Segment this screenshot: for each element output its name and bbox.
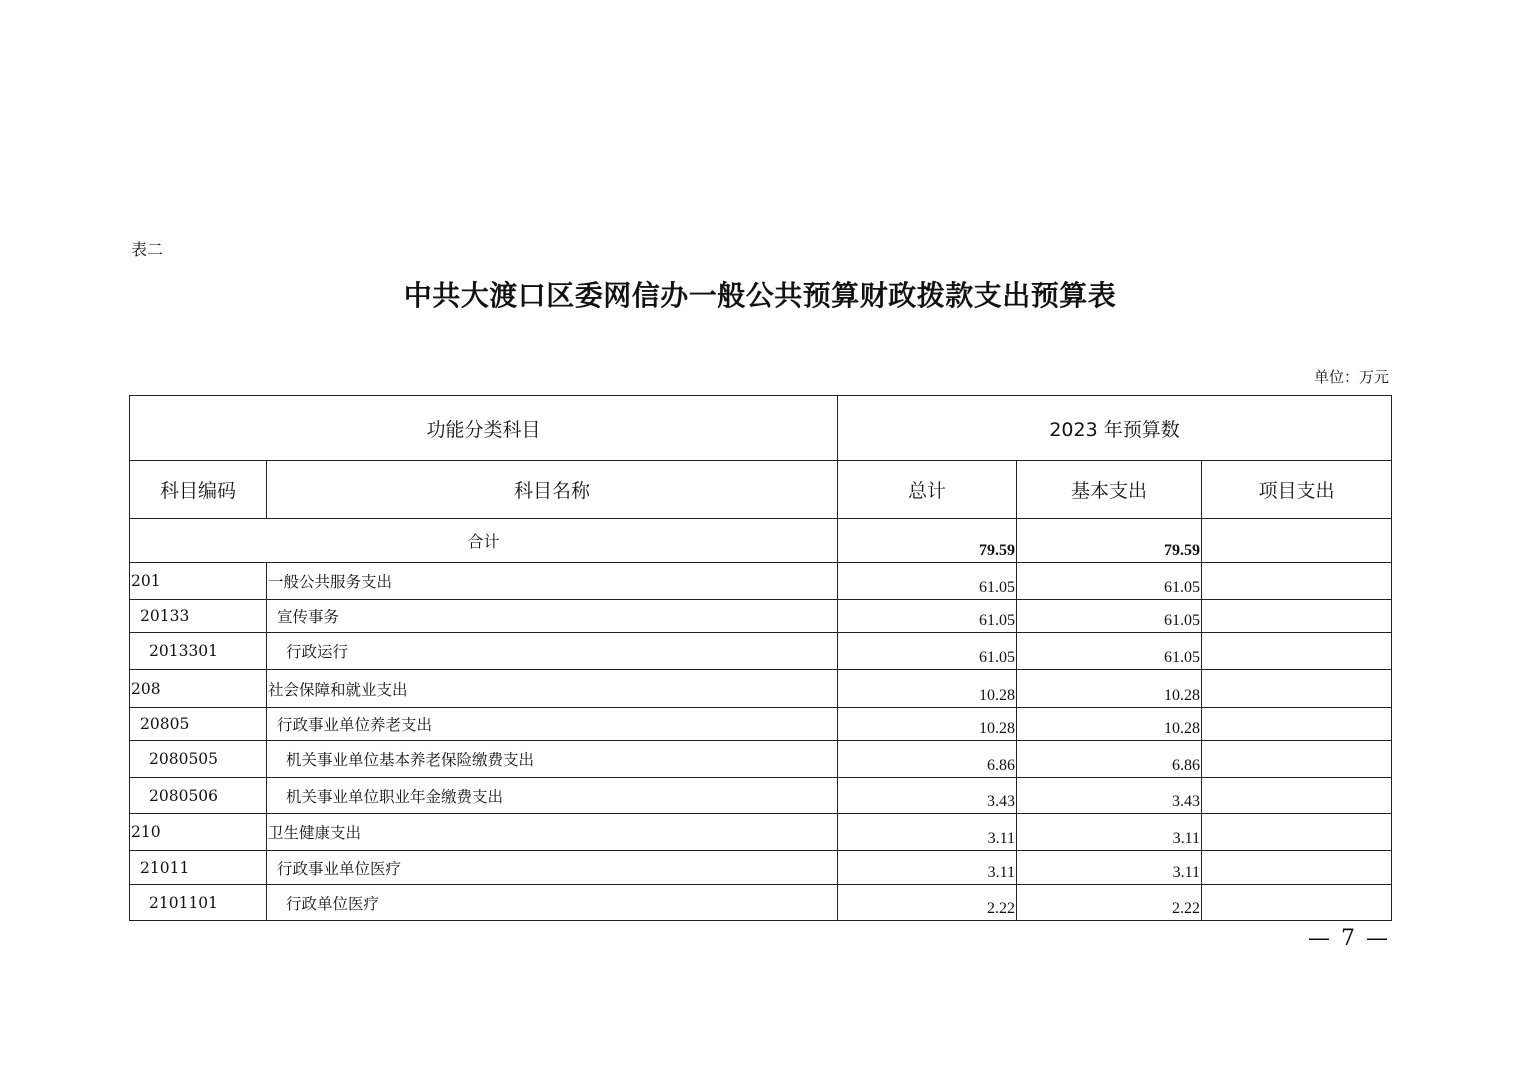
row-project (1202, 778, 1392, 814)
row-total: 61.05 (838, 633, 1017, 670)
row-basic: 61.05 (1017, 600, 1202, 633)
header-name: 科目名称 (267, 461, 838, 519)
page-title: 中共大渡口区委网信办一般公共预算财政拨款支出预算表 (403, 279, 1117, 312)
table-row (130, 708, 1392, 741)
budget-table (129, 395, 1392, 921)
table-row (130, 600, 1392, 633)
header-project: 项目支出 (1202, 461, 1392, 519)
row-total: 3.11 (838, 814, 1017, 851)
row-project (1202, 633, 1392, 670)
row-code: 20805 (130, 708, 267, 741)
unit-label: 单位：万元 (1313, 368, 1389, 386)
row-code: 20133 (130, 600, 267, 633)
header-code: 科目编码 (130, 461, 267, 519)
row-name: 行政事业单位医疗 (267, 851, 838, 885)
row-project (1202, 885, 1392, 921)
row-code: 210 (130, 814, 267, 851)
total-project-value (1202, 519, 1392, 563)
table-row (130, 741, 1392, 778)
table-row (130, 851, 1392, 885)
table-row (130, 814, 1392, 851)
row-code: 2080506 (130, 778, 267, 814)
row-total: 3.43 (838, 778, 1017, 814)
row-basic: 61.05 (1017, 633, 1202, 670)
total-value: 79.59 (838, 519, 1017, 563)
row-basic: 61.05 (1017, 563, 1202, 600)
page-number: — 7 — (1308, 926, 1390, 951)
row-total: 61.05 (838, 600, 1017, 633)
table-row (130, 778, 1392, 814)
row-project (1202, 741, 1392, 778)
table-row (130, 670, 1392, 708)
row-code: 2013301 (130, 633, 267, 670)
row-project (1202, 814, 1392, 851)
row-project (1202, 851, 1392, 885)
row-total: 2.22 (838, 885, 1017, 921)
row-code: 21011 (130, 851, 267, 885)
row-total: 61.05 (838, 563, 1017, 600)
row-total: 10.28 (838, 670, 1017, 708)
header-total: 总计 (838, 461, 1017, 519)
row-name: 机关事业单位基本养老保险缴费支出 (267, 741, 838, 778)
row-code: 2080505 (130, 741, 267, 778)
row-name: 行政运行 (267, 633, 838, 670)
total-basic-value: 79.59 (1017, 519, 1202, 563)
row-project (1202, 563, 1392, 600)
row-name: 社会保障和就业支出 (267, 670, 838, 708)
row-total: 3.11 (838, 851, 1017, 885)
row-project (1202, 670, 1392, 708)
header-column-row (130, 461, 1392, 519)
row-basic: 2.22 (1017, 885, 1202, 921)
row-basic: 3.43 (1017, 778, 1202, 814)
row-total: 10.28 (838, 708, 1017, 741)
row-basic: 3.11 (1017, 851, 1202, 885)
header-basic: 基本支出 (1017, 461, 1202, 519)
row-basic: 10.28 (1017, 670, 1202, 708)
total-row (130, 519, 1392, 563)
row-name: 行政事业单位养老支出 (267, 708, 838, 741)
table-label: 表二 (131, 240, 164, 259)
row-basic: 3.11 (1017, 814, 1202, 851)
row-name: 行政单位医疗 (267, 885, 838, 921)
header-budget-year: 2023 年预算数 (838, 396, 1392, 461)
row-name: 机关事业单位职业年金缴费支出 (267, 778, 838, 814)
table-row (130, 885, 1392, 921)
row-project (1202, 708, 1392, 741)
row-name: 宣传事务 (267, 600, 838, 633)
row-name: 一般公共服务支出 (267, 563, 838, 600)
table-row (130, 563, 1392, 600)
header-functional-category: 功能分类科目 (130, 396, 838, 461)
row-name: 卫生健康支出 (267, 814, 838, 851)
header-group-row (130, 396, 1392, 461)
row-basic: 10.28 (1017, 708, 1202, 741)
row-code: 2101101 (130, 885, 267, 921)
row-total: 6.86 (838, 741, 1017, 778)
table-row (130, 633, 1392, 670)
total-label: 合计 (130, 519, 838, 563)
row-code: 208 (130, 670, 267, 708)
row-project (1202, 600, 1392, 633)
row-basic: 6.86 (1017, 741, 1202, 778)
row-code: 201 (130, 563, 267, 600)
